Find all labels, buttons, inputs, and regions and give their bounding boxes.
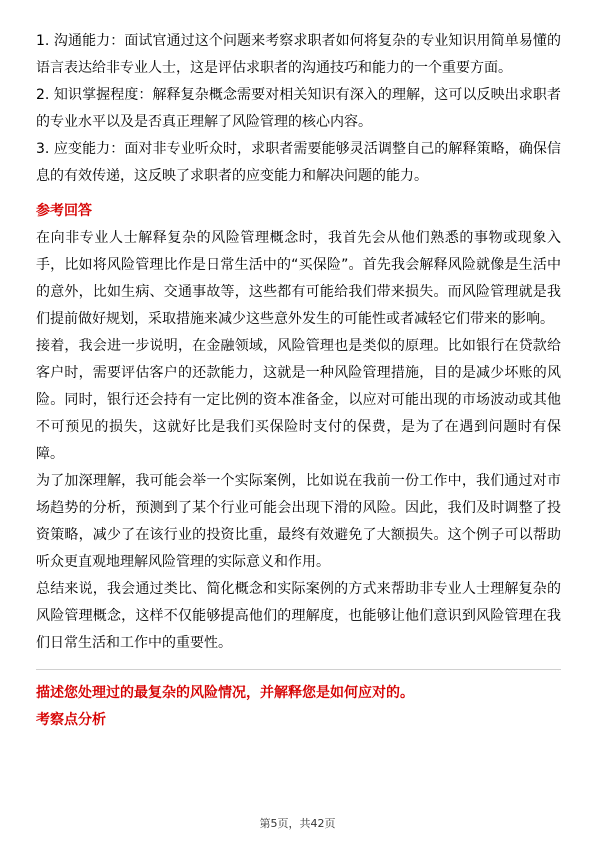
page-footer: 第5页，共42页 bbox=[259, 817, 336, 830]
reference-answer-heading: 参考回答 bbox=[36, 203, 92, 219]
analysis-heading: 考察点分析 bbox=[36, 712, 106, 728]
answer-paragraph-2: 接着，我会进一步说明，在金融领域，风险管理也是类似的原理。比如银行在贷款给客户时，需要评估客户的还款能力，这就是一种风险管理措施，目的是减少坏账的风险。同时，银行还会持有一定比例的资本准备金，以应对可能出现的市场波动或其他不可预见的损失，这就好比是我们买保险时支付的保费，是为了在遇到问题时有保障。 bbox=[36, 338, 561, 462]
next-question: 描述您处理过的最复杂的风险情况，并解释您是如何应对的。 bbox=[36, 685, 414, 701]
answer-paragraph-4: 总结来说，我会通过类比、简化概念和实际案例的方式来帮助非专业人士理解复杂的风险管理概念，这样不仅能够提高他们的理解度，也能够让他们意识到风险管理在我们日常生活和工作中的重要性。 bbox=[36, 581, 561, 651]
page-content bbox=[36, 28, 561, 734]
answer-paragraph-1: 在向非专业人士解释复杂的风险管理概念时，我首先会从他们熟悉的事物或现象入手，比如将风险管理比作是日常生活中的“买保险”。首先我会解释风险就像是生活中的意外，比如生病、交通事故等，这些都有可能给我们带来损失。而风险管理就是我们提前做好规划，采取措施来减少这些意外发生的可能性或者减轻它们带来的影响。 bbox=[36, 230, 561, 327]
answer-paragraph-3: 为了加深理解，我可能会举一个实际案例，比如说在我前一份工作中，我们通过对市场趋势的分析，预测到了某个行业可能会出现下滑的风险。因此，我们及时调整了投资策略，减少了在该行业的投资比重，最终有效避免了大额损失。这个例子可以帮助听众更直观地理解风险管理的实际意义和作用。 bbox=[36, 473, 561, 570]
section-divider bbox=[36, 669, 561, 670]
point-adaptability: 3. 应变能力：面对非专业听众时，求职者需要能够灵活调整自己的解释策略，确保信息的有效传递，这反映了求职者的应变能力和解决问题的能力。 bbox=[36, 141, 561, 184]
point-communication: 1. 沟通能力：面试官通过这个问题来考察求职者如何将复杂的专业知识用简单易懂的语言表达给非专业人士，这是评估求职者的沟通技巧和能力的一个重要方面。 bbox=[36, 33, 561, 76]
point-knowledge: 2. 知识掌握程度：解释复杂概念需要对相关知识有深入的理解，这可以反映出求职者的专业水平以及是否真正理解了风险管理的核心内容。 bbox=[36, 87, 561, 130]
